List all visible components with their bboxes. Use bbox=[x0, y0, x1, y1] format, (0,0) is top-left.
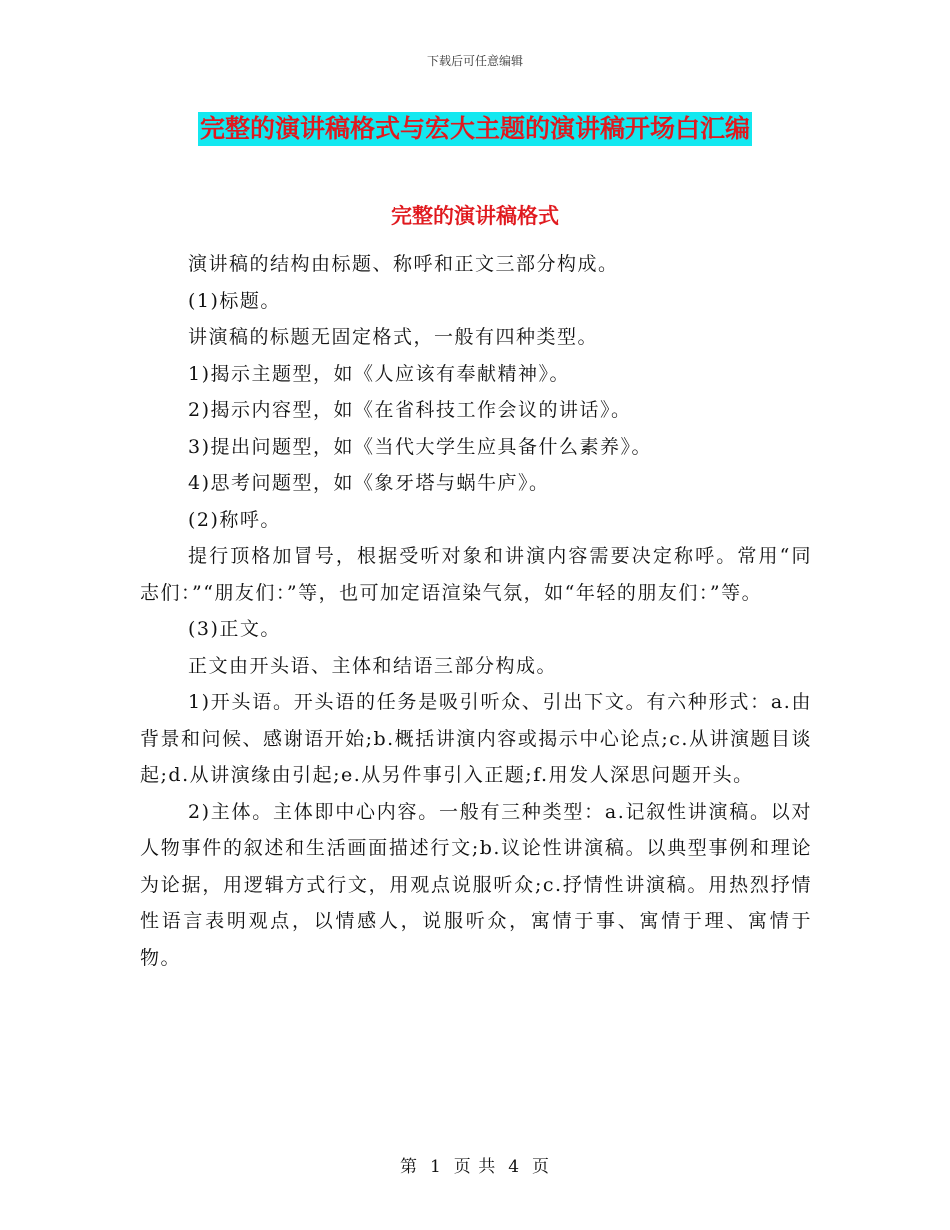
document-body bbox=[140, 246, 812, 976]
paragraph: 演讲稿的结构由标题、称呼和正文三部分构成。 bbox=[188, 253, 619, 275]
footer-mid: 页 共 bbox=[453, 1157, 497, 1177]
page-header: 下载后可任意编辑 bbox=[426, 54, 523, 68]
document-title: 完整的演讲稿格式与宏大主题的演讲稿开场白汇编 bbox=[198, 112, 752, 146]
paragraph: 提行顶格加冒号，根据受听对象和讲演内容需要决定称呼。常用“同志们：”“朋友们：”等，也可加定语渲染气氛，如“年轻的朋友们：”等。 bbox=[140, 545, 812, 604]
paragraph: (1)标题。 bbox=[188, 289, 281, 312]
page-footer bbox=[0, 1152, 950, 1177]
paragraph: (2)称呼。 bbox=[188, 508, 281, 531]
footer-prefix: 第 bbox=[399, 1157, 418, 1177]
paragraph: (3)正文。 bbox=[188, 618, 281, 640]
section-title: 完整的演讲稿格式 bbox=[391, 204, 559, 228]
paragraph: 正文由开头语、主体和结语三部分构成。 bbox=[188, 654, 558, 677]
document-title-wrap bbox=[0, 112, 950, 146]
paragraph: 4)思考问题型，如《象牙塔与蜗牛庐》。 bbox=[188, 472, 550, 494]
paragraph: 1)开头语。开头语的任务是吸引听众、引出下文。有六种形式：a.由背景和问候、感谢语开始;b.概括讲演内容或揭示中心论点;c.从讲演题目谈起;d.从讲演缘由引起;e.从另件事引入正题;f.用发人深思问题开头。 bbox=[140, 691, 812, 786]
paragraph: 3)提出问题型，如《当代大学生应具备什么素养》。 bbox=[188, 435, 653, 458]
paragraph: 讲演稿的标题无固定格式，一般有四种类型。 bbox=[188, 326, 599, 348]
paragraph: 2)主体。主体即中心内容。一般有三种类型：a.记叙性讲演稿。以对人物事件的叙述和生活画面描述行文;b.议论性讲演稿。以典型事例和理论为论据，用逻辑方式行文，用观点说服听众;c.抒情性讲演稿。用热烈抒情性语言表明观点，以情感人，说服听众，寓情于事、寓情于理、寓情于物。 bbox=[140, 800, 812, 969]
footer-total-pages: 4 bbox=[508, 1157, 521, 1177]
footer-page-number: 1 bbox=[429, 1157, 442, 1177]
paragraph: 2)揭示内容型，如《在省科技工作会议的讲话》。 bbox=[188, 399, 632, 421]
paragraph: 1)揭示主题型，如《人应该有奉献精神》。 bbox=[188, 362, 571, 385]
footer-suffix: 页 bbox=[532, 1157, 551, 1177]
